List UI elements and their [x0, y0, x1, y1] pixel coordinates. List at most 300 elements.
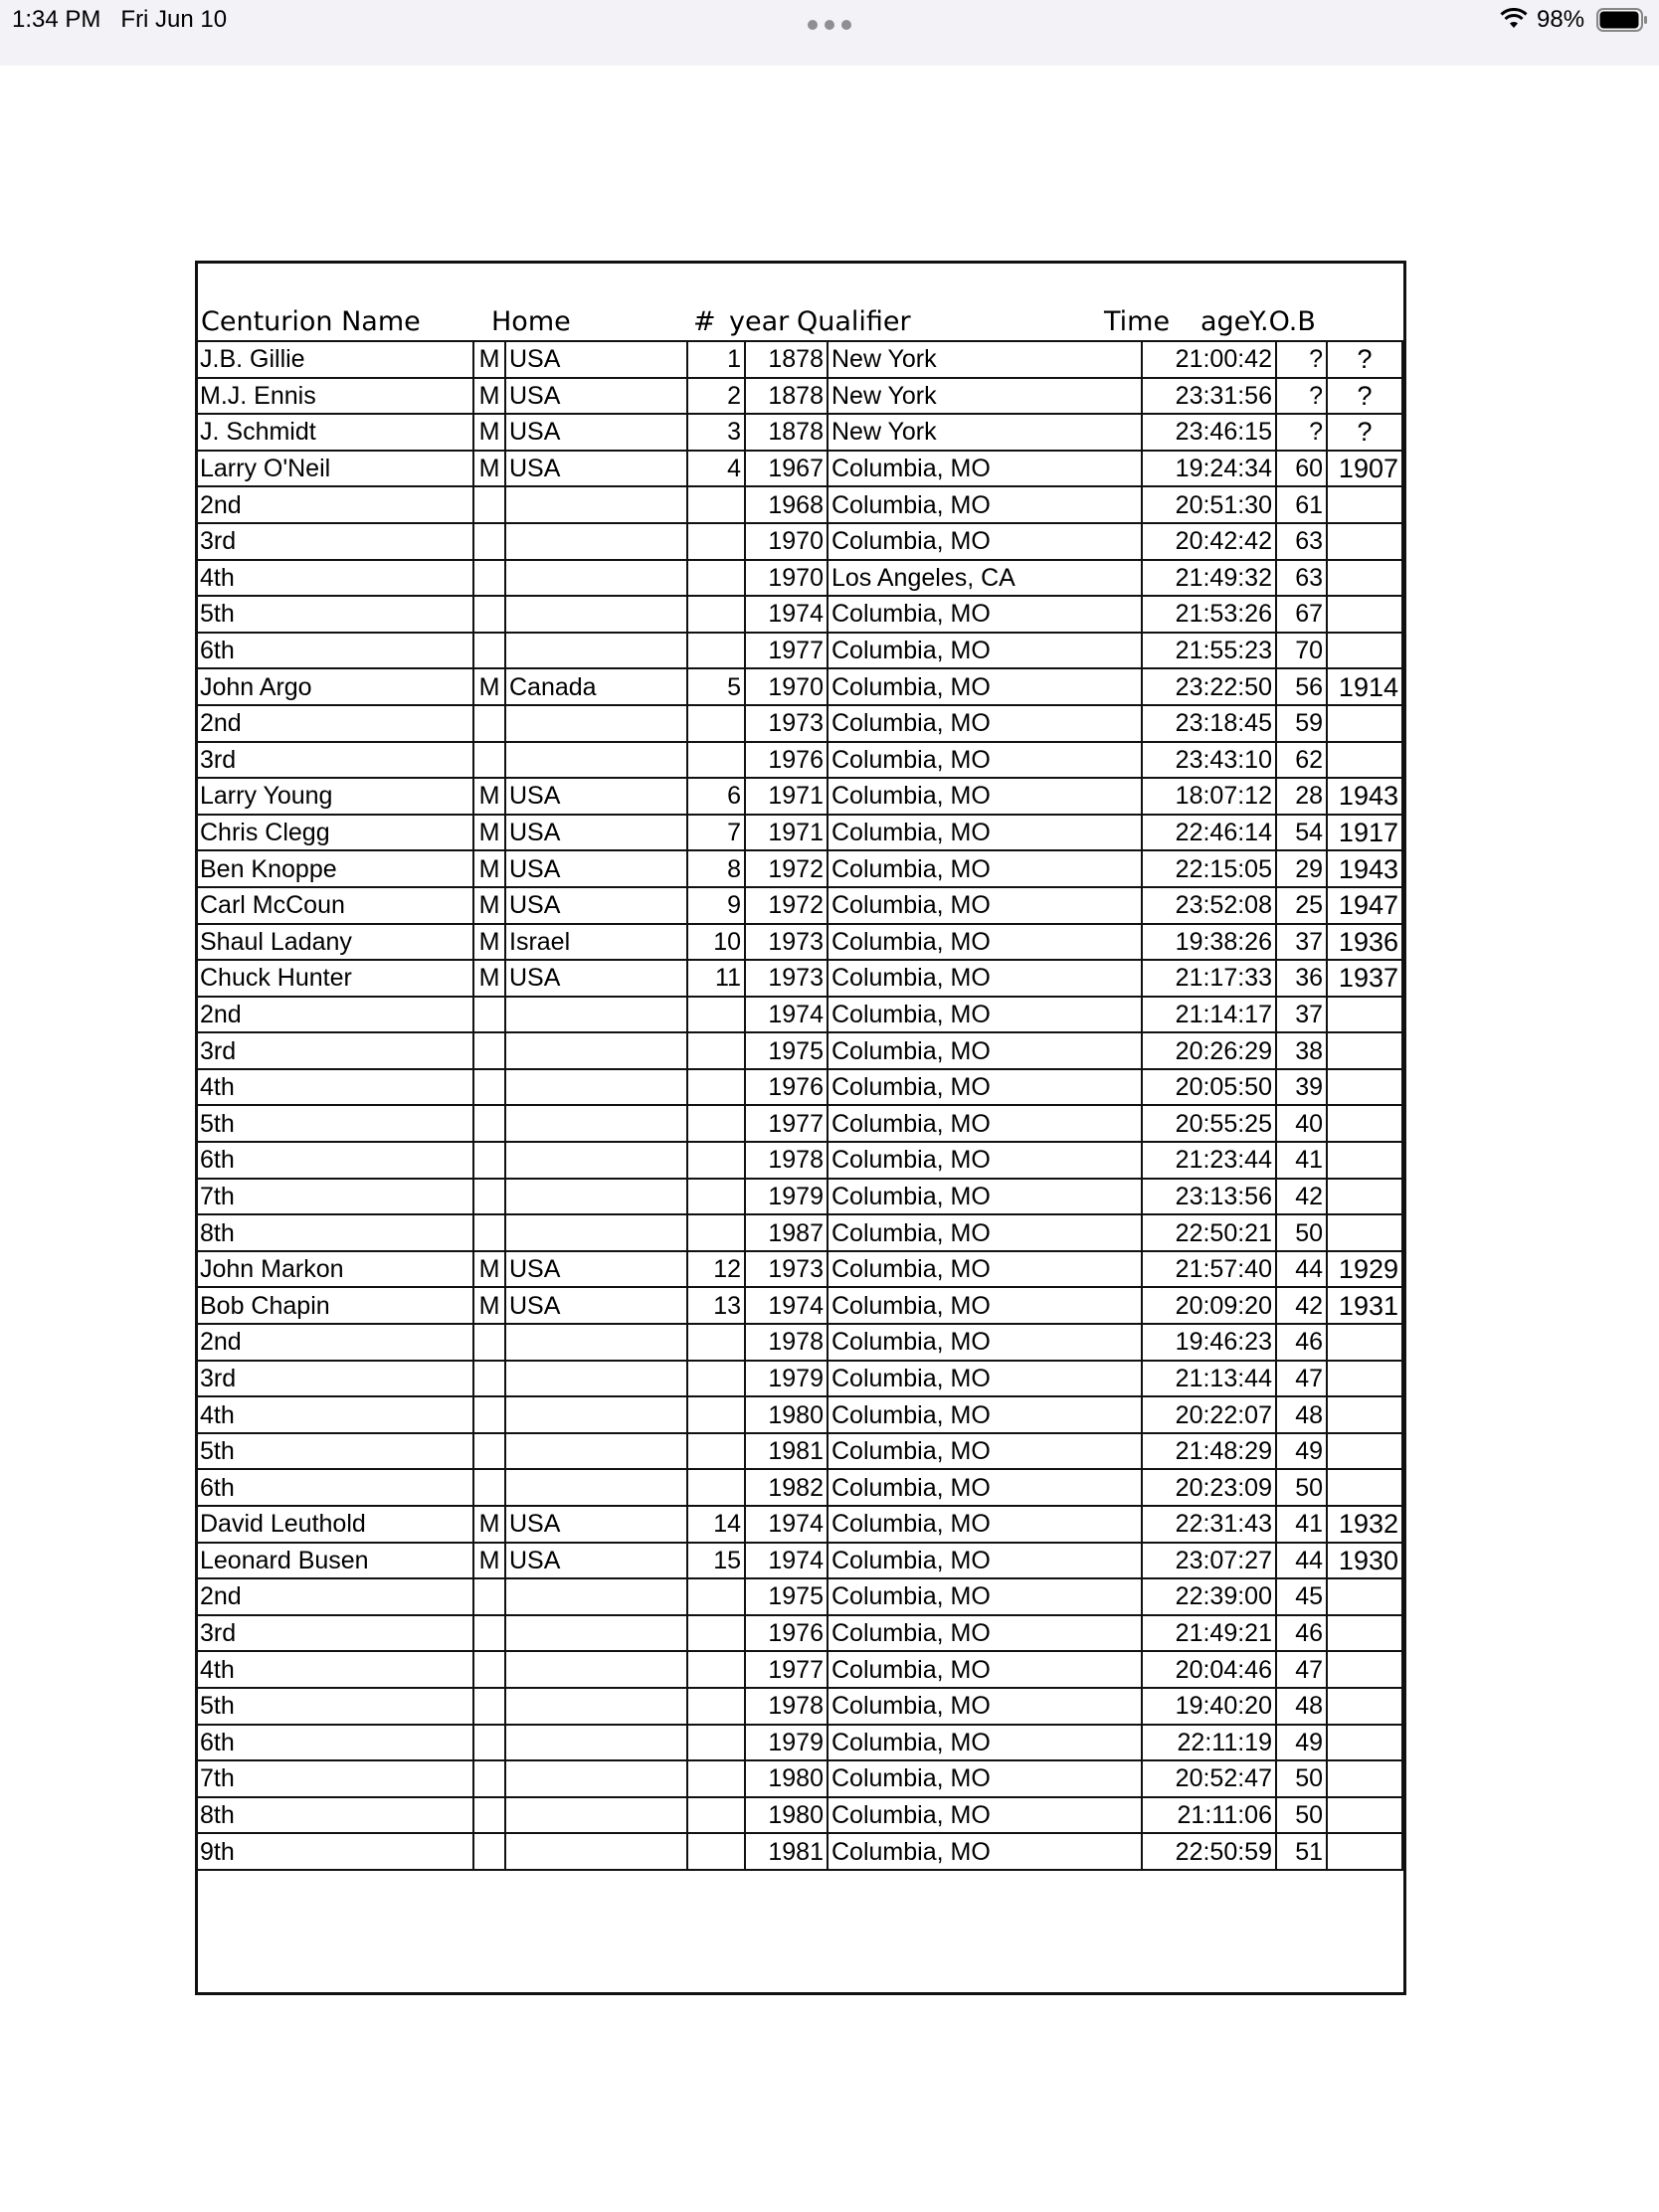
cell-time: 21:53:26 [1142, 596, 1276, 633]
cell-yob: 1929 [1327, 1251, 1402, 1288]
cell-time: 20:26:29 [1142, 1032, 1276, 1069]
cell-qualifier: Columbia, MO [828, 486, 1142, 523]
cell-name: Ben Knoppe [196, 850, 473, 887]
cell-name: Chris Clegg [196, 815, 473, 851]
cell-qualifier: Columbia, MO [828, 1069, 1142, 1106]
cell-age: 49 [1276, 1433, 1327, 1470]
cell-year: 1973 [745, 705, 828, 742]
status-time [12, 6, 227, 34]
cell-sex [473, 1469, 505, 1506]
cell-qualifier: Columbia, MO [828, 778, 1142, 815]
cell-home [505, 1651, 687, 1688]
cell-qualifier: Columbia, MO [828, 1797, 1142, 1834]
cell-home [505, 1179, 687, 1215]
cell-qualifier: Columbia, MO [828, 1688, 1142, 1725]
cell-sex: M [473, 451, 505, 487]
cell-name: Bob Chapin [196, 1287, 473, 1324]
header-number: # [693, 306, 716, 337]
cell-yob [1327, 1578, 1402, 1615]
cell-sex [473, 742, 505, 779]
cell-age: ? [1276, 341, 1327, 378]
cell-year: 1878 [745, 414, 828, 451]
cell-year: 1974 [745, 596, 828, 633]
cell-number [687, 1688, 745, 1725]
cell-year: 1976 [745, 1615, 828, 1652]
cell-age: ? [1276, 414, 1327, 451]
cell-yob: 1943 [1327, 778, 1402, 815]
cell-home: USA [505, 341, 687, 378]
cell-age: 63 [1276, 560, 1327, 597]
cell-home: USA [505, 1287, 687, 1324]
cell-yob [1327, 1725, 1402, 1761]
cell-age: 50 [1276, 1214, 1327, 1251]
cell-name: Shaul Ladany [196, 924, 473, 961]
cell-sex [473, 1324, 505, 1361]
cell-time: 21:48:29 [1142, 1433, 1276, 1470]
cell-time: 19:38:26 [1142, 924, 1276, 961]
cell-number [687, 997, 745, 1033]
cell-age: 38 [1276, 1032, 1327, 1069]
cell-home: USA [505, 1251, 687, 1288]
cell-home [505, 596, 687, 633]
cell-age: 67 [1276, 596, 1327, 633]
cell-name: 3rd [196, 742, 473, 779]
table-row [196, 1287, 1402, 1324]
cell-qualifier: Columbia, MO [828, 523, 1142, 560]
table-row [196, 414, 1402, 451]
cell-yob [1327, 1651, 1402, 1688]
cell-yob [1327, 1105, 1402, 1142]
cell-number: 3 [687, 414, 745, 451]
cell-time: 21:55:23 [1142, 633, 1276, 669]
cell-age: 45 [1276, 1578, 1327, 1615]
cell-home [505, 523, 687, 560]
cell-qualifier: Columbia, MO [828, 451, 1142, 487]
cell-home: USA [505, 778, 687, 815]
cell-number: 5 [687, 668, 745, 705]
cell-name: 4th [196, 560, 473, 597]
header-qualifier: Qualifier [797, 306, 911, 337]
cell-number [687, 1760, 745, 1797]
cell-time: 23:07:27 [1142, 1543, 1276, 1579]
cell-qualifier: Columbia, MO [828, 887, 1142, 924]
ellipsis-icon[interactable] [808, 20, 851, 30]
table-row [196, 523, 1402, 560]
cell-age: 44 [1276, 1543, 1327, 1579]
cell-age: 50 [1276, 1797, 1327, 1834]
cell-home [505, 1361, 687, 1397]
header-home: Home [491, 306, 571, 337]
cell-qualifier: Columbia, MO [828, 1032, 1142, 1069]
cell-qualifier: Columbia, MO [828, 742, 1142, 779]
cell-yob [1327, 1179, 1402, 1215]
cell-age: 48 [1276, 1396, 1327, 1433]
cell-home: USA [505, 1506, 687, 1543]
cell-number: 10 [687, 924, 745, 961]
cell-name: 5th [196, 1105, 473, 1142]
table-row [196, 633, 1402, 669]
header-yob: Y.O.B [1249, 306, 1316, 337]
cell-time: 21:57:40 [1142, 1251, 1276, 1288]
cell-sex [473, 633, 505, 669]
cell-time: 20:52:47 [1142, 1760, 1276, 1797]
cell-yob [1327, 633, 1402, 669]
table-row [196, 850, 1402, 887]
cell-number [687, 596, 745, 633]
table-row [196, 1578, 1402, 1615]
cell-number [687, 1797, 745, 1834]
cell-home [505, 1032, 687, 1069]
cell-number [687, 633, 745, 669]
cell-age: 39 [1276, 1069, 1327, 1106]
cell-number [687, 1615, 745, 1652]
cell-year: 1980 [745, 1396, 828, 1433]
cell-yob: 1930 [1327, 1543, 1402, 1579]
cell-home [505, 1069, 687, 1106]
cell-yob [1327, 1797, 1402, 1834]
cell-yob: 1947 [1327, 887, 1402, 924]
cell-sex [473, 1760, 505, 1797]
cell-year: 1973 [745, 1251, 828, 1288]
table-row [196, 1069, 1402, 1106]
cell-sex [473, 1361, 505, 1397]
cell-number: 1 [687, 341, 745, 378]
cell-name: Carl McCoun [196, 887, 473, 924]
cell-year: 1974 [745, 997, 828, 1033]
cell-qualifier: Columbia, MO [828, 1725, 1142, 1761]
cell-home: USA [505, 850, 687, 887]
cell-yob: ? [1327, 378, 1402, 415]
table-row [196, 668, 1402, 705]
cell-time: 19:46:23 [1142, 1324, 1276, 1361]
cell-time: 20:42:42 [1142, 523, 1276, 560]
cell-yob: 1937 [1327, 960, 1402, 997]
cell-sex [473, 1578, 505, 1615]
cell-time: 19:40:20 [1142, 1688, 1276, 1725]
cell-year: 1981 [745, 1433, 828, 1470]
cell-year: 1971 [745, 815, 828, 851]
cell-age: 51 [1276, 1833, 1327, 1870]
cell-number [687, 1069, 745, 1106]
cell-name: 4th [196, 1651, 473, 1688]
cell-sex: M [473, 341, 505, 378]
cell-age: 41 [1276, 1142, 1327, 1179]
cell-time: 22:50:59 [1142, 1833, 1276, 1870]
cell-age: 50 [1276, 1469, 1327, 1506]
table-row [196, 1651, 1402, 1688]
cell-home [505, 1396, 687, 1433]
cell-sex [473, 560, 505, 597]
cell-home: Canada [505, 668, 687, 705]
cell-time: 21:23:44 [1142, 1142, 1276, 1179]
cell-home: USA [505, 414, 687, 451]
cell-home [505, 997, 687, 1033]
header-centurion-name: Centurion Name [201, 306, 421, 337]
cell-qualifier: Columbia, MO [828, 1578, 1142, 1615]
cell-number [687, 1651, 745, 1688]
cell-yob [1327, 1069, 1402, 1106]
cell-sex [473, 1725, 505, 1761]
cell-qualifier: Columbia, MO [828, 1179, 1142, 1215]
cell-number [687, 1032, 745, 1069]
table-row [196, 1688, 1402, 1725]
cell-number [687, 1396, 745, 1433]
cell-qualifier: Columbia, MO [828, 1833, 1142, 1870]
cell-name: 7th [196, 1760, 473, 1797]
cell-time: 21:17:33 [1142, 960, 1276, 997]
cell-yob: 1914 [1327, 668, 1402, 705]
cell-number [687, 705, 745, 742]
cell-age: 46 [1276, 1324, 1327, 1361]
cell-name: 6th [196, 1142, 473, 1179]
table-row [196, 1179, 1402, 1215]
cell-number: 9 [687, 887, 745, 924]
cell-number: 14 [687, 1506, 745, 1543]
table-row [196, 341, 1402, 378]
cell-sex: M [473, 1287, 505, 1324]
cell-home: USA [505, 887, 687, 924]
cell-qualifier: Columbia, MO [828, 596, 1142, 633]
table-row [196, 1032, 1402, 1069]
header-age: age [1200, 306, 1251, 337]
cell-year: 1970 [745, 523, 828, 560]
cell-year: 1878 [745, 378, 828, 415]
cell-number: 15 [687, 1543, 745, 1579]
table-row [196, 705, 1402, 742]
cell-qualifier: Columbia, MO [828, 960, 1142, 997]
cell-sex: M [473, 924, 505, 961]
table-row [196, 1324, 1402, 1361]
cell-name: Leonard Busen [196, 1543, 473, 1579]
cell-age: 54 [1276, 815, 1327, 851]
cell-year: 1975 [745, 1032, 828, 1069]
cell-number [687, 1214, 745, 1251]
cell-qualifier: Columbia, MO [828, 1287, 1142, 1324]
cell-name: 5th [196, 1433, 473, 1470]
cell-name: J.B. Gillie [196, 341, 473, 378]
clock-date: Fri Jun 10 [120, 6, 228, 33]
cell-time: 23:43:10 [1142, 742, 1276, 779]
cell-age: 47 [1276, 1651, 1327, 1688]
cell-number: 11 [687, 960, 745, 997]
cell-yob: 1936 [1327, 924, 1402, 961]
cell-yob: 1943 [1327, 850, 1402, 887]
cell-age: 37 [1276, 997, 1327, 1033]
cell-number: 12 [687, 1251, 745, 1288]
cell-time: 21:14:17 [1142, 997, 1276, 1033]
cell-number [687, 742, 745, 779]
cell-yob: 1932 [1327, 1506, 1402, 1543]
cell-sex: M [473, 815, 505, 851]
cell-time: 20:22:07 [1142, 1396, 1276, 1433]
cell-year: 1977 [745, 1651, 828, 1688]
cell-home [505, 486, 687, 523]
cell-home [505, 1433, 687, 1470]
cell-year: 1973 [745, 960, 828, 997]
cell-name: Larry Young [196, 778, 473, 815]
cell-home [505, 742, 687, 779]
cell-sex [473, 1615, 505, 1652]
cell-yob: 1917 [1327, 815, 1402, 851]
cell-year: 1975 [745, 1578, 828, 1615]
cell-name: 2nd [196, 486, 473, 523]
header-time: Time [1104, 306, 1171, 337]
cell-name: J. Schmidt [196, 414, 473, 451]
cell-home [505, 1578, 687, 1615]
cell-year: 1976 [745, 1069, 828, 1106]
cell-qualifier: Columbia, MO [828, 1396, 1142, 1433]
cell-name: 8th [196, 1797, 473, 1834]
cell-name: 7th [196, 1179, 473, 1215]
cell-time: 23:31:56 [1142, 378, 1276, 415]
cell-age: 44 [1276, 1251, 1327, 1288]
table-row [196, 1506, 1402, 1543]
cell-home [505, 1324, 687, 1361]
cell-sex: M [473, 378, 505, 415]
cell-name: 6th [196, 633, 473, 669]
cell-age: 60 [1276, 451, 1327, 487]
cell-qualifier: Columbia, MO [828, 705, 1142, 742]
cell-sex [473, 1651, 505, 1688]
cell-year: 1978 [745, 1688, 828, 1725]
cell-name: M.J. Ennis [196, 378, 473, 415]
cell-sex [473, 705, 505, 742]
cell-sex: M [473, 414, 505, 451]
cell-time: 21:11:06 [1142, 1797, 1276, 1834]
cell-qualifier: Columbia, MO [828, 1543, 1142, 1579]
cell-sex: M [473, 1251, 505, 1288]
cell-name: John Markon [196, 1251, 473, 1288]
cell-sex: M [473, 960, 505, 997]
cell-qualifier: Columbia, MO [828, 1760, 1142, 1797]
cell-year: 1972 [745, 850, 828, 887]
cell-sex [473, 1396, 505, 1433]
cell-year: 1978 [745, 1142, 828, 1179]
cell-sex [473, 1142, 505, 1179]
table-row [196, 1251, 1402, 1288]
cell-year: 1982 [745, 1469, 828, 1506]
cell-yob [1327, 486, 1402, 523]
cell-sex [473, 1179, 505, 1215]
cell-name: John Argo [196, 668, 473, 705]
cell-number [687, 1469, 745, 1506]
cell-age: 37 [1276, 924, 1327, 961]
cell-home [505, 1142, 687, 1179]
table-row [196, 1833, 1402, 1870]
table-row [196, 1214, 1402, 1251]
table-row [196, 451, 1402, 487]
cell-name: 3rd [196, 1032, 473, 1069]
cell-name: 2nd [196, 1578, 473, 1615]
cell-number: 4 [687, 451, 745, 487]
cell-time: 20:51:30 [1142, 486, 1276, 523]
cell-time: 20:23:09 [1142, 1469, 1276, 1506]
cell-name: 2nd [196, 705, 473, 742]
cell-time: 18:07:12 [1142, 778, 1276, 815]
table-row [196, 924, 1402, 961]
cell-qualifier: New York [828, 414, 1142, 451]
cell-number [687, 1725, 745, 1761]
cell-sex [473, 1833, 505, 1870]
cell-age: 41 [1276, 1506, 1327, 1543]
cell-time: 23:22:50 [1142, 668, 1276, 705]
cell-age: 36 [1276, 960, 1327, 997]
cell-yob [1327, 1214, 1402, 1251]
cell-age: 62 [1276, 742, 1327, 779]
cell-sex [473, 596, 505, 633]
cell-time: 21:49:21 [1142, 1615, 1276, 1652]
table-row [196, 486, 1402, 523]
cell-qualifier: New York [828, 378, 1142, 415]
table-row [196, 1469, 1402, 1506]
cell-name: Chuck Hunter [196, 960, 473, 997]
status-bar [0, 0, 1659, 66]
cell-name: David Leuthold [196, 1506, 473, 1543]
cell-time: 22:39:00 [1142, 1578, 1276, 1615]
cell-age: 29 [1276, 850, 1327, 887]
cell-qualifier: Columbia, MO [828, 997, 1142, 1033]
cell-name: 4th [196, 1069, 473, 1106]
cell-year: 1967 [745, 451, 828, 487]
cell-time: 23:52:08 [1142, 887, 1276, 924]
cell-yob: 1931 [1327, 1287, 1402, 1324]
cell-home [505, 705, 687, 742]
cell-name: 6th [196, 1725, 473, 1761]
cell-number [687, 1578, 745, 1615]
table-row [196, 742, 1402, 779]
cell-year: 1974 [745, 1506, 828, 1543]
cell-year: 1976 [745, 742, 828, 779]
cell-sex [473, 523, 505, 560]
cell-year: 1978 [745, 1324, 828, 1361]
cell-year: 1974 [745, 1543, 828, 1579]
cell-number [687, 486, 745, 523]
cell-sex: M [473, 1506, 505, 1543]
cell-sex: M [473, 887, 505, 924]
cell-sex [473, 486, 505, 523]
cell-qualifier: Columbia, MO [828, 850, 1142, 887]
battery-icon [1596, 8, 1648, 32]
cell-year: 1977 [745, 633, 828, 669]
cell-time: 23:13:56 [1142, 1179, 1276, 1215]
table-row [196, 1105, 1402, 1142]
cell-year: 1979 [745, 1725, 828, 1761]
cell-age: 49 [1276, 1725, 1327, 1761]
table-row [196, 560, 1402, 597]
cell-number: 7 [687, 815, 745, 851]
cell-name: Larry O'Neil [196, 451, 473, 487]
cell-qualifier: Columbia, MO [828, 1433, 1142, 1470]
cell-yob [1327, 742, 1402, 779]
table-row [196, 1797, 1402, 1834]
cell-age: 42 [1276, 1179, 1327, 1215]
cell-qualifier: Columbia, MO [828, 633, 1142, 669]
cell-yob [1327, 1433, 1402, 1470]
table-row [196, 378, 1402, 415]
cell-yob: ? [1327, 341, 1402, 378]
cell-time: 20:04:46 [1142, 1651, 1276, 1688]
cell-home: USA [505, 451, 687, 487]
cell-qualifier: Columbia, MO [828, 924, 1142, 961]
cell-name: 5th [196, 1688, 473, 1725]
cell-time: 20:09:20 [1142, 1287, 1276, 1324]
table-row [196, 1433, 1402, 1470]
cell-home [505, 1214, 687, 1251]
cell-age: 48 [1276, 1688, 1327, 1725]
cell-year: 1968 [745, 486, 828, 523]
cell-home [505, 1725, 687, 1761]
cell-year: 1981 [745, 1833, 828, 1870]
